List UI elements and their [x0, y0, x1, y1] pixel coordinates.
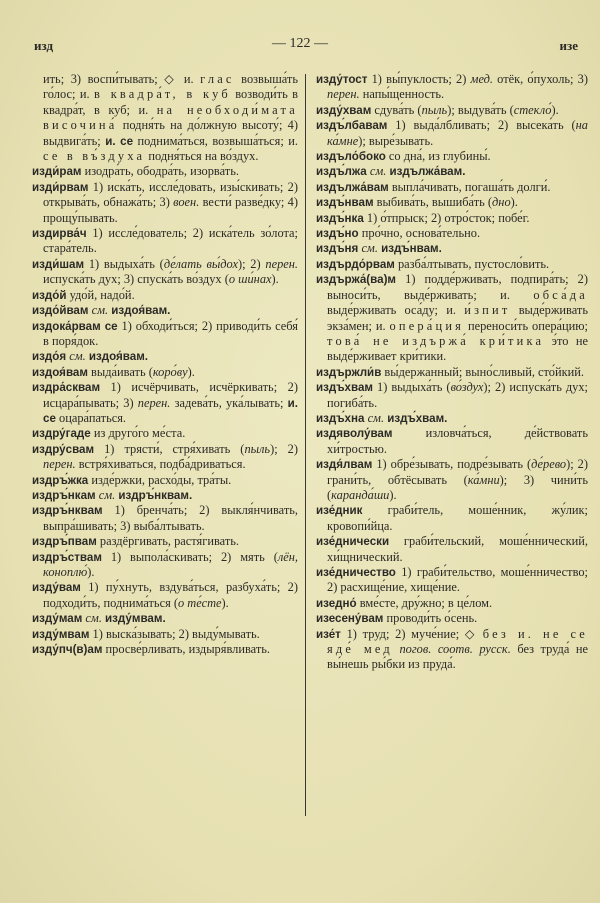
- label-italic: на ка́мне: [327, 118, 588, 148]
- definition-text: выде́рживать экза́мен; и.: [327, 303, 588, 333]
- cross-reference: издължа́вам.: [389, 165, 466, 179]
- definition-text: ить; 3) воспи́тывать; ◇ и.: [43, 72, 201, 86]
- dictionary-entry: [32, 72, 298, 164]
- definition-text: изодра́ть, ободра́ть, изорва́ть.: [81, 164, 239, 179]
- dictionary-entry: [32, 226, 298, 257]
- headword: изе́дник: [316, 504, 363, 518]
- definition-text: ).: [87, 565, 95, 579]
- headword: издръ́жка: [32, 473, 89, 487]
- dictionary-entry: [316, 426, 588, 457]
- right-column: [316, 72, 588, 673]
- headword: изду́мвам: [32, 627, 90, 641]
- dictionary-entry: [316, 272, 588, 364]
- headword: издирва́ч: [32, 227, 87, 241]
- label-italic: о те́сте: [178, 595, 222, 610]
- definition-text: ).: [271, 272, 279, 287]
- headword: издру́гаде: [32, 427, 91, 441]
- dictionary-entry: [316, 118, 588, 149]
- example-phrase: в квадра́т, в куб: [94, 87, 231, 102]
- definition-text: граби́тельский, моше́ннический, хи́щнический.: [327, 534, 588, 564]
- definition-text: 1) иска́ть, иссле́довать, изы́скивать; 2) открыва́ть, обнажа́ть; 3): [43, 179, 298, 210]
- definition-text: 1) выдыха́ть (: [84, 256, 164, 271]
- label-italic: ка́мни: [467, 472, 500, 487]
- headword: изду́тост: [316, 73, 368, 86]
- definition-text: ); выре́зывать.: [358, 133, 434, 148]
- example-phrase: без и. не се яде́ мед: [327, 626, 588, 657]
- cross-reference: издоя́вам.: [88, 350, 149, 364]
- label-italic: стекло́: [513, 102, 552, 117]
- example-phrase: обса́да: [533, 287, 588, 302]
- headword: издоя́вам: [32, 365, 88, 379]
- label-italic: см.: [98, 487, 116, 502]
- definition-text: ).: [187, 364, 195, 379]
- dictionary-entry: [316, 534, 588, 565]
- dictionary-entry: [32, 473, 298, 488]
- definition-text: ); 2): [270, 441, 298, 456]
- definition-text: испуска́ть дух; 3) спуска́ть во́здух (: [43, 272, 229, 287]
- headword: издръ́нкам: [32, 488, 96, 502]
- cross-reference: издоя́вам.: [111, 304, 171, 318]
- definition-text: 1) выпола́скивать; 2) мять (: [101, 549, 278, 564]
- definition-text: вы́держанный; выно́сливый, сто́йкий.: [381, 364, 585, 379]
- dictionary-entry: [316, 180, 588, 195]
- definition-text: из друго́го ме́ста.: [90, 426, 186, 441]
- example-phrase: това́ не издържа́ кри́тика: [327, 333, 545, 348]
- definition-text: раздёргивать, растя́гивать.: [96, 534, 239, 549]
- definition-text: про́чно, основа́тельно.: [358, 226, 481, 241]
- running-head-left: изд: [34, 38, 54, 53]
- headword: издържа́(ва)м: [316, 273, 397, 287]
- definition-text: выде́рживать оса́ду; и.: [327, 303, 465, 318]
- headword: издръ́ствам: [32, 550, 102, 564]
- example-phrase: и́зпит: [464, 303, 511, 318]
- definition-text: 1) о́тпрыск; 2) отро́сток; побе́г.: [363, 210, 530, 225]
- cross-reference: и. се: [105, 134, 134, 148]
- dictionary-entry: [316, 457, 588, 503]
- label-italic: де́лать вы́дох: [163, 256, 238, 271]
- label-italic: коро́ву: [152, 364, 188, 379]
- page-number: — 122 —: [272, 36, 328, 51]
- definition-text: возводи́ть в квадра́т, в куб; и.: [43, 87, 299, 117]
- label-italic: о ши́нах: [228, 272, 272, 287]
- label-italic: пыль: [244, 441, 271, 456]
- definition-text: напы́щенность.: [359, 87, 445, 102]
- cross-reference: издъ́хвам.: [387, 411, 448, 425]
- headword: издъ́но: [316, 227, 359, 241]
- dictionary-entry: [316, 565, 588, 596]
- dictionary-entry: [316, 380, 588, 411]
- dictionary-entry: [316, 164, 588, 179]
- definition-text: выда́ивать (: [87, 364, 153, 379]
- definition-text: ).: [551, 102, 559, 117]
- definition-text: выбива́ть, вышиба́ть (: [373, 195, 493, 210]
- headword: изду́пч(в)ам: [32, 643, 103, 657]
- headword: издърдо́рвам: [316, 257, 395, 271]
- dictionary-entry: [32, 550, 298, 581]
- label-italic: см.: [85, 611, 102, 626]
- headword: издока́рвам се: [32, 319, 118, 333]
- definition-text: подня́ться на во́здух.: [145, 149, 259, 164]
- headword: издя́лвам: [316, 458, 373, 472]
- definition-text: 1) выдыха́ть (: [373, 380, 451, 395]
- label-italic: во́здух: [450, 380, 484, 395]
- label-italic: каранда́ши: [331, 487, 390, 502]
- definition-text: вести́ разве́дку; 4) прощу́пывать.: [43, 195, 298, 225]
- definition-text: 1) подде́рживать, подпира́ть; 2) выноси́ть, выде́рживать; и.: [327, 272, 588, 302]
- definition-text: со дна́, из глубины́.: [385, 149, 491, 164]
- label-italic: см.: [369, 164, 387, 179]
- definition-text: оцара́паться.: [55, 410, 127, 425]
- dictionary-entry: [32, 488, 298, 503]
- cross-reference: издръ́нквам.: [118, 488, 193, 502]
- definition-text: выпла́чивать, погаша́ть долги́.: [388, 179, 551, 194]
- definition-text: ); 2) испуска́ть дух; погиба́ть.: [327, 380, 589, 410]
- dictionary-entry: [32, 380, 298, 426]
- definition-text: 1) выска́зывать; 2) выду́мывать.: [89, 626, 260, 641]
- dictionary-entry: [32, 164, 298, 179]
- headword: издо́я: [32, 350, 67, 364]
- label-italic: см.: [361, 241, 378, 256]
- cross-reference: и. се: [43, 396, 298, 425]
- headword: издяволу́вам: [316, 427, 393, 441]
- definition-text: ); 3) чини́ть (: [327, 472, 588, 502]
- dictionary-entry: [316, 257, 588, 272]
- headword: издъ́лжа: [316, 165, 367, 179]
- headword: издръ́пвам: [32, 535, 97, 549]
- label-italic: лён, коноплю́: [43, 549, 298, 579]
- headword: изе́днически: [316, 535, 390, 549]
- dictionary-entry: [316, 103, 588, 118]
- dictionary-entry: [316, 627, 588, 673]
- headword: изедно́: [316, 596, 357, 610]
- definition-text: 1) вы́пуклость; 2): [367, 72, 471, 86]
- label-italic: дно: [492, 195, 511, 210]
- dictionary-entry: [32, 180, 298, 226]
- definition-text: 1) иссле́дователь; 2) иска́тель зо́лота; стара́тель.: [43, 226, 298, 256]
- definition-text: э́то не выде́рживает кри́тики.: [327, 333, 588, 364]
- dictionary-entry: [32, 303, 298, 318]
- headword: изе́дничество: [316, 566, 396, 579]
- label-italic: пыль: [421, 102, 448, 117]
- definition-text: 1) бренча́ть; 2) выкля́нчивать, выпра́шивать; 3) выба́лтывать.: [43, 503, 298, 533]
- definition-text: 1) граби́тельство, моше́нничество; 2) расхище́ние, хище́ние.: [327, 565, 588, 595]
- headword: издържли́в: [316, 365, 382, 379]
- definition-text: удо́й, надо́й.: [66, 287, 135, 302]
- dictionary-entry: [32, 349, 298, 364]
- label-italic: перен.: [43, 457, 76, 472]
- dictionary-entry: [316, 365, 588, 380]
- definition-text: изловча́ться, де́йствовать хи́тростью.: [327, 426, 588, 456]
- label-italic: перен.: [265, 256, 299, 271]
- headword: издру́свам: [32, 442, 95, 456]
- headword: издължа́вам: [316, 180, 389, 194]
- label-italic: мед.: [470, 72, 493, 86]
- definition-text: ).: [389, 487, 397, 502]
- cross-reference: изду́мвам.: [105, 612, 166, 626]
- label-italic: де́рево: [531, 457, 567, 472]
- headword: издъ́нвам: [316, 196, 374, 210]
- dictionary-entry: [32, 503, 298, 534]
- definition-text: поднима́ться, возвыша́ться; и.: [133, 133, 299, 148]
- definition-text: 1) выда́лбливать; 2) высека́ть (: [387, 118, 576, 133]
- example-phrase: глас: [200, 72, 235, 86]
- dictionary-entry: [316, 596, 588, 611]
- dictionary-entry: [316, 611, 588, 626]
- definition-text: 1) обре́зывать, подре́зывать (: [372, 457, 532, 472]
- definition-text: встря́хиваться, подба́дриваться.: [75, 457, 246, 472]
- example-phrase: се в въ́здуха: [43, 149, 146, 164]
- definition-text: разба́лтывать, пустосло́вить.: [394, 256, 550, 271]
- headword: изду́мам: [32, 612, 83, 626]
- dictionary-entry: [32, 580, 298, 611]
- label-italic: см.: [69, 349, 86, 364]
- dictionary-entry: [32, 534, 298, 549]
- label-italic: см.: [91, 303, 109, 318]
- dictionary-entry: [32, 426, 298, 441]
- dictionary-entry: [316, 211, 588, 226]
- definition-text: отёк, о́пухоль; 3): [493, 72, 588, 86]
- label-italic: перен.: [327, 87, 360, 102]
- definition-text: вме́сте, дру́жно; в це́лом.: [356, 595, 493, 610]
- definition-text: ); 2) грани́ть, обтёсывать (: [327, 457, 588, 487]
- definition-text: 1) труд; 2) муче́ние; ◇: [340, 626, 483, 641]
- dictionary-entry: [32, 319, 298, 350]
- definition-text: просве́рливать, издыря́вливать.: [102, 642, 270, 657]
- dictionary-entry: [32, 257, 298, 288]
- headword: изди́рвам: [32, 180, 89, 194]
- headword: изду́вам: [32, 581, 81, 595]
- dictionary-entry: [316, 241, 588, 256]
- left-column: [32, 72, 298, 657]
- definition-text: ).: [510, 195, 518, 210]
- dictionary-entry: [32, 642, 298, 657]
- headword: издръ́нквам: [32, 504, 103, 518]
- label-italic: погов. соотв. русск.: [399, 642, 511, 657]
- headword: издо́й: [32, 288, 67, 302]
- running-head-right: изе: [559, 38, 578, 53]
- dictionary-entry: [32, 611, 298, 626]
- dictionary-entry: [32, 288, 298, 303]
- example-phrase: опера́ция: [389, 318, 465, 333]
- definition-text: 1) обходи́ться; 2) приводи́ть себя́ в поря́док.: [43, 318, 298, 348]
- headword: изди́рам: [32, 165, 82, 179]
- definition-text: сдува́ть (: [371, 102, 422, 117]
- dictionary-entry: [316, 226, 588, 241]
- definition-text: 1) исчёрчивать, исчёркивать; 2) исцара́пывать; 3): [43, 380, 298, 410]
- definition-text: проводи́ть о́сень.: [383, 611, 478, 626]
- dictionary-entry: [32, 442, 298, 473]
- label-italic: перен.: [137, 395, 171, 410]
- definition-text: ).: [221, 595, 229, 610]
- definition-text: изде́ржки, расхо́ды, тра́ты.: [88, 472, 232, 487]
- definition-text: задева́ть, ука́лывать;: [170, 395, 288, 410]
- definition-text: 1) трясти́, стря́хивать (: [94, 441, 245, 456]
- definition-text: граби́тель, моше́нник, жу́лик; кровопи́йца.: [327, 503, 588, 533]
- definition-text: возвыша́ть го́лос; и.: [43, 72, 298, 102]
- definition-text: 1) пу́хнуть, вздува́ться, разбуха́ть; 2) подходи́ть, поднима́ться (: [43, 580, 298, 610]
- headword: издъ́ня: [316, 242, 359, 256]
- dictionary-entry: [316, 195, 588, 210]
- headword: издъ́лбавам: [316, 119, 388, 133]
- definition-text: ); выдува́ть (: [447, 102, 514, 117]
- definition-text: переноси́ть опера́цию;: [464, 318, 588, 333]
- column-divider: [305, 74, 306, 816]
- cross-reference: издъ́нвам.: [381, 242, 442, 256]
- label-italic: см.: [367, 410, 385, 425]
- example-phrase: на необходи́мата височина́: [43, 102, 298, 133]
- definition-text: подня́ть на до́лжную высоту́; 4) выдвига́ть;: [43, 118, 298, 148]
- headword: издо́йвам: [32, 304, 89, 318]
- dictionary-entry: [316, 149, 588, 164]
- headword: издра́сквам: [32, 381, 101, 395]
- headword: изду́хвам: [316, 103, 372, 117]
- headword: издъло́боко: [316, 150, 386, 164]
- definition-text: ); 2): [238, 256, 266, 271]
- dictionary-entry: [32, 627, 298, 642]
- headword: изе́т: [316, 627, 341, 641]
- dictionary-entry: [316, 411, 588, 426]
- definition-text: без труда́ не вы́нешь ры́бки из пруда́.: [327, 642, 588, 672]
- headword: издъ́хвам: [316, 381, 373, 395]
- label-italic: воен.: [173, 195, 200, 210]
- headword: издъ́хна: [316, 411, 365, 425]
- headword: издъ́нка: [316, 211, 364, 225]
- dictionary-entry: [316, 503, 588, 534]
- headword: изди́шам: [32, 257, 85, 271]
- dictionary-entry: [32, 365, 298, 380]
- headword: изесену́вам: [316, 612, 384, 626]
- dictionary-entry: [316, 72, 588, 103]
